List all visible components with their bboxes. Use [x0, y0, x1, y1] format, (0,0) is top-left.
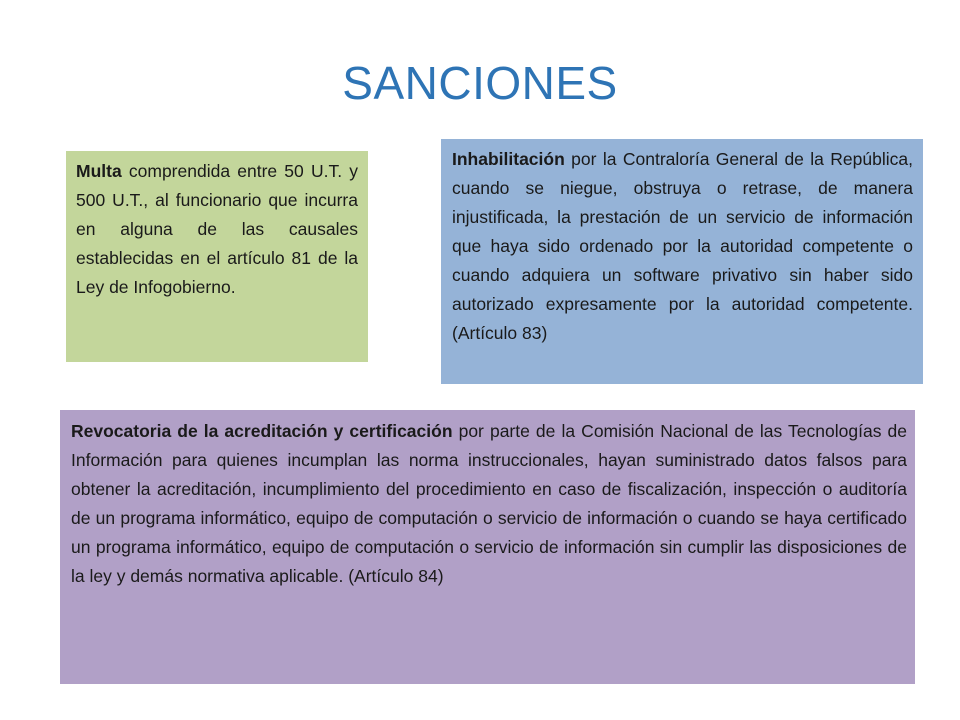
inhabilitacion-box [441, 139, 923, 384]
slide-title: SANCIONES [342, 57, 618, 109]
inhabilitacion-paragraph [452, 145, 913, 348]
revocatoria-text: por parte de la Comisión Nacional de las Tecnologías de Información para quienes incumplan las norma instruccionales, hayan suministrado datos falsos para obtener la acreditación, incumplimiento del procedimiento en caso de fiscalización, inspección o auditoría de un programa informático, equipo de computación o servicio de información o cuando se haya certificado un programa informático, equipo de computación o servicio de información sin cumplir las disposiciones de la ley y demás normativa aplicable. (Artículo 84) [71, 421, 907, 586]
inhabilitacion-heading: Inhabilitación [452, 149, 565, 169]
multa-text: comprendida entre 50 U.T. y 500 U.T., al funcionario que incurra en alguna de las causales establecidas en el artículo 81 de la Ley de Infogobierno. [76, 161, 358, 297]
revocatoria-box [60, 410, 915, 684]
revocatoria-paragraph [71, 417, 907, 591]
multa-box [66, 151, 368, 362]
multa-paragraph [76, 157, 358, 302]
revocatoria-heading: Revocatoria de la acreditación y certificación [71, 421, 453, 441]
multa-heading: Multa [76, 161, 122, 181]
inhabilitacion-text: por la Contraloría General de la República, cuando se niegue, obstruya o retrase, de manera injustificada, la prestación de un servicio de información que haya sido ordenado por la autoridad competente o cuando adquiera un software privativo sin haber sido autorizado expresamente por la autoridad competente. (Artículo 83) [452, 149, 913, 343]
